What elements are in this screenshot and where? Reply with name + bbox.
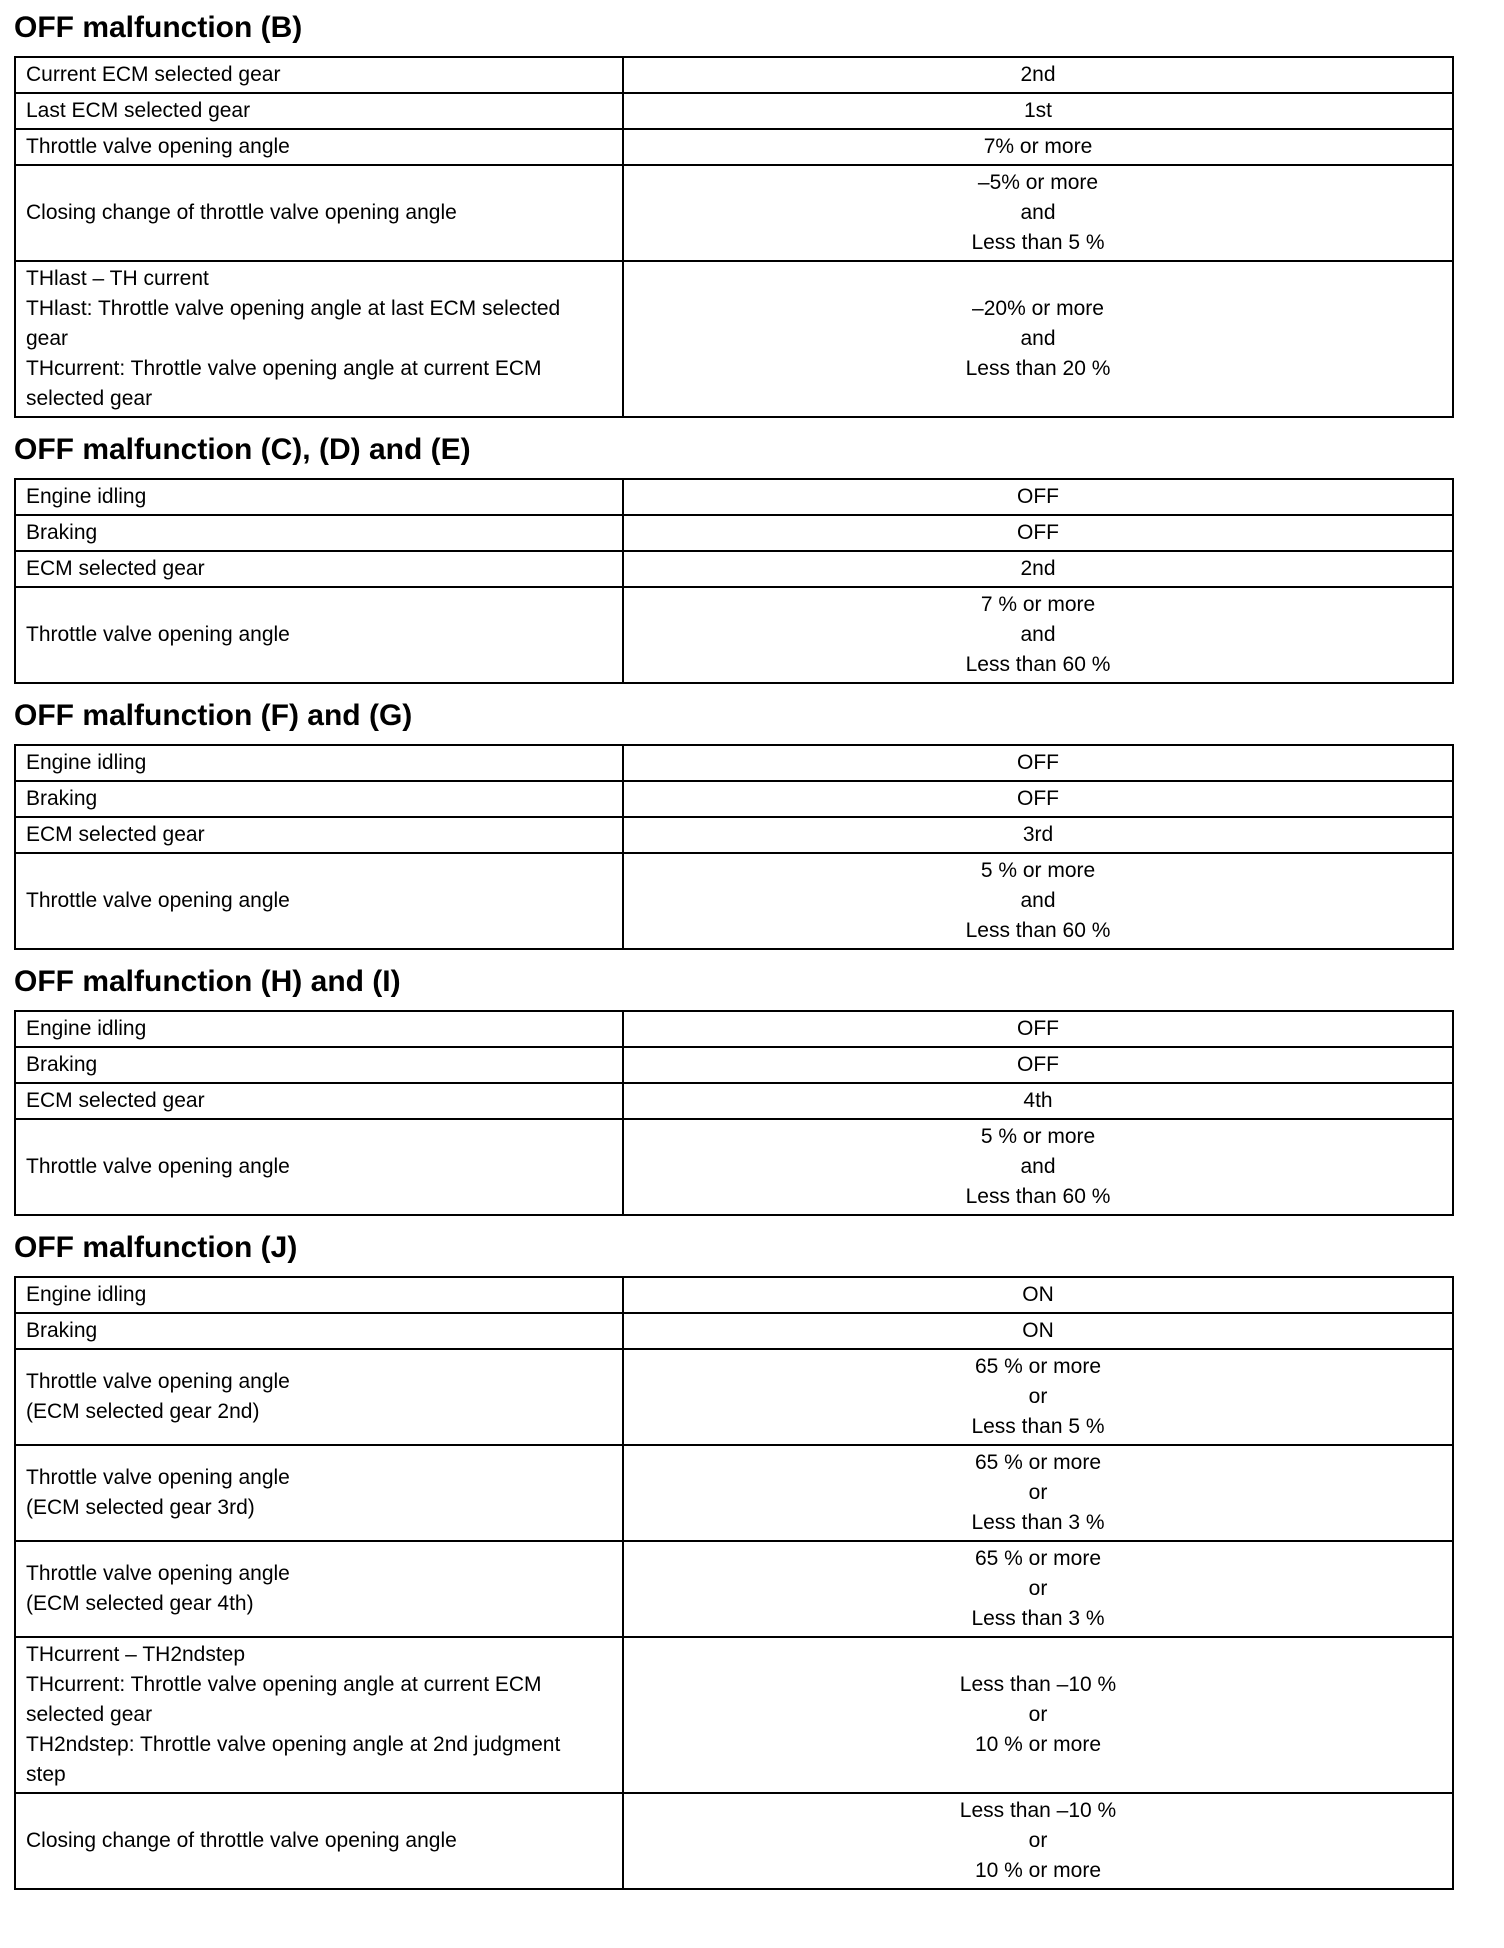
condition-value-cell: [623, 1277, 1453, 1313]
condition-item-cell: [15, 57, 623, 93]
condition-value-line: Less than 60 %: [965, 1185, 1111, 1208]
condition-item-cell: [15, 1313, 623, 1349]
condition-value-line: 10 % or more: [974, 1859, 1102, 1882]
condition-value-cell: [623, 817, 1453, 853]
condition-item-line: Engine idling: [26, 751, 147, 774]
condition-table: [14, 56, 1454, 418]
condition-value-line: or: [1028, 1481, 1048, 1504]
condition-value-cell: [623, 551, 1453, 587]
condition-value-cell: [623, 1541, 1453, 1637]
condition-value-line: Less than 60 %: [965, 653, 1111, 676]
spec-document: [14, 10, 1454, 1904]
condition-value-line: 2nd: [1020, 557, 1056, 580]
condition-value-line: OFF: [1017, 521, 1059, 544]
condition-value-cell: [623, 1313, 1453, 1349]
condition-value-line: 7 % or more: [980, 593, 1096, 616]
condition-item-cell: [15, 1083, 623, 1119]
condition-item-line: Braking: [26, 1319, 98, 1342]
condition-item-line: (ECM selected gear 2nd): [26, 1400, 260, 1423]
condition-value-line: and: [1020, 1155, 1056, 1178]
condition-item-cell: [15, 1445, 623, 1541]
condition-item-line: Throttle valve opening angle: [26, 1370, 290, 1393]
condition-item-line: ECM selected gear: [26, 823, 205, 846]
condition-value-line: ON: [1022, 1319, 1054, 1342]
condition-item-line: (ECM selected gear 3rd): [26, 1496, 255, 1519]
condition-value-line: ON: [1022, 1283, 1054, 1306]
condition-value-line: 65 % or more: [974, 1451, 1102, 1474]
table-row: [15, 1637, 1453, 1793]
condition-item-cell: [15, 515, 623, 551]
condition-value-cell: [623, 587, 1453, 683]
condition-item-line: Engine idling: [26, 1283, 147, 1306]
condition-value-line: Less than 5 %: [971, 1415, 1105, 1438]
condition-item-line: Throttle valve opening angle: [26, 135, 290, 158]
condition-value-cell: [623, 1349, 1453, 1445]
table-row: [15, 1277, 1453, 1313]
condition-value-cell: [623, 1637, 1453, 1793]
condition-item-cell: [15, 479, 623, 515]
condition-value-cell: [623, 745, 1453, 781]
condition-value-line: 5 % or more: [980, 1125, 1096, 1148]
condition-value-line: Less than 3 %: [971, 1511, 1105, 1534]
condition-value-line: and: [1020, 889, 1056, 912]
table-row: [15, 551, 1453, 587]
table-row: [15, 165, 1453, 261]
condition-value-cell: [623, 1083, 1453, 1119]
table-row: [15, 781, 1453, 817]
condition-value-cell: [623, 93, 1453, 129]
condition-value-line: 1st: [1023, 99, 1052, 122]
condition-item-line: Last ECM selected gear: [26, 99, 251, 122]
condition-item-line: Closing change of throttle valve opening angle: [26, 1829, 457, 1852]
condition-item-line: selected gear: [26, 1703, 153, 1726]
condition-item-cell: [15, 1541, 623, 1637]
condition-item-line: Throttle valve opening angle: [26, 623, 290, 646]
table-row: [15, 1011, 1453, 1047]
condition-item-line: Throttle valve opening angle: [26, 1466, 290, 1489]
table-row: [15, 587, 1453, 683]
condition-item-line: THcurrent: Throttle valve opening angle at current ECM: [26, 357, 542, 380]
table-row: [15, 1445, 1453, 1541]
condition-value-line: 7% or more: [983, 135, 1093, 158]
condition-table: [14, 744, 1454, 950]
condition-value-cell: [623, 261, 1453, 417]
condition-item-cell: [15, 817, 623, 853]
condition-value-line: OFF: [1017, 485, 1059, 508]
condition-item-line: Engine idling: [26, 485, 147, 508]
condition-table: [14, 1010, 1454, 1216]
condition-value-cell: [623, 781, 1453, 817]
condition-value-line: –20% or more: [972, 297, 1104, 320]
condition-value-cell: [623, 57, 1453, 93]
condition-item-line: THcurrent: Throttle valve opening angle at current ECM: [26, 1673, 542, 1696]
condition-value-line: 2nd: [1020, 63, 1056, 86]
table-row: [15, 261, 1453, 417]
condition-value-line: 5 % or more: [980, 859, 1096, 882]
condition-value-cell: [623, 129, 1453, 165]
condition-item-line: selected gear: [26, 387, 153, 410]
condition-value-line: Less than 20 %: [965, 357, 1111, 380]
section-title: OFF malfunction (C), (D) and (E): [14, 433, 471, 466]
condition-value-line: OFF: [1017, 1017, 1059, 1040]
condition-item-line: Braking: [26, 787, 98, 810]
condition-item-line: TH2ndstep: Throttle valve opening angle at 2nd judgment: [26, 1733, 561, 1756]
table-row: [15, 1541, 1453, 1637]
section-title: OFF malfunction (J): [14, 1231, 298, 1264]
condition-item-line: THlast: Throttle valve opening angle at last ECM selected: [26, 297, 561, 320]
table-row: [15, 1119, 1453, 1215]
table-row: [15, 57, 1453, 93]
condition-item-cell: [15, 129, 623, 165]
condition-value-line: –5% or more: [977, 171, 1099, 194]
table-row: [15, 853, 1453, 949]
condition-value-cell: [623, 1047, 1453, 1083]
condition-value-cell: [623, 1793, 1453, 1889]
condition-item-cell: [15, 1637, 623, 1793]
condition-item-line: Braking: [26, 521, 98, 544]
condition-value-cell: [623, 165, 1453, 261]
condition-item-line: Engine idling: [26, 1017, 147, 1040]
condition-value-line: 4th: [1023, 1089, 1053, 1112]
condition-item-cell: [15, 1277, 623, 1313]
condition-item-cell: [15, 853, 623, 949]
condition-item-line: (ECM selected gear 4th): [26, 1592, 254, 1615]
condition-table: [14, 478, 1454, 684]
condition-item-line: THcurrent – TH2ndstep: [26, 1643, 246, 1666]
condition-item-cell: [15, 1011, 623, 1047]
condition-item-cell: [15, 745, 623, 781]
condition-item-cell: [15, 1793, 623, 1889]
condition-value-line: 65 % or more: [974, 1355, 1102, 1378]
condition-value-line: and: [1020, 327, 1056, 350]
condition-value-line: and: [1020, 623, 1056, 646]
condition-value-line: or: [1028, 1829, 1048, 1852]
condition-value-cell: [623, 1445, 1453, 1541]
condition-value-line: Less than –10 %: [959, 1673, 1117, 1696]
condition-value-line: or: [1028, 1577, 1048, 1600]
condition-item-line: ECM selected gear: [26, 1089, 205, 1112]
table-row: [15, 1793, 1453, 1889]
condition-item-cell: [15, 1119, 623, 1215]
condition-item-cell: [15, 165, 623, 261]
condition-value-cell: [623, 479, 1453, 515]
condition-item-line: Throttle valve opening angle: [26, 889, 290, 912]
condition-item-line: Braking: [26, 1053, 98, 1076]
table-row: [15, 129, 1453, 165]
condition-value-line: 65 % or more: [974, 1547, 1102, 1570]
condition-value-cell: [623, 853, 1453, 949]
condition-value-cell: [623, 1011, 1453, 1047]
condition-item-cell: [15, 1349, 623, 1445]
condition-item-cell: [15, 781, 623, 817]
condition-item-cell: [15, 261, 623, 417]
condition-value-line: or: [1028, 1385, 1048, 1408]
condition-table: [14, 1276, 1454, 1890]
table-row: [15, 479, 1453, 515]
condition-value-line: OFF: [1017, 1053, 1059, 1076]
condition-item-line: Closing change of throttle valve opening angle: [26, 201, 457, 224]
condition-value-cell: [623, 515, 1453, 551]
condition-value-cell: [623, 1119, 1453, 1215]
section-title: OFF malfunction (F) and (G): [14, 699, 413, 732]
condition-value-line: Less than 60 %: [965, 919, 1111, 942]
table-row: [15, 1047, 1453, 1083]
condition-item-line: Throttle valve opening angle: [26, 1562, 290, 1585]
condition-item-line: ECM selected gear: [26, 557, 205, 580]
table-row: [15, 817, 1453, 853]
condition-value-line: OFF: [1017, 787, 1059, 810]
condition-value-line: 10 % or more: [974, 1733, 1102, 1756]
table-row: [15, 93, 1453, 129]
table-row: [15, 745, 1453, 781]
condition-item-cell: [15, 1047, 623, 1083]
condition-value-line: OFF: [1017, 751, 1059, 774]
condition-item-line: THlast – TH current: [26, 267, 209, 290]
condition-item-cell: [15, 93, 623, 129]
table-row: [15, 1313, 1453, 1349]
condition-item-cell: [15, 587, 623, 683]
section-title: OFF malfunction (B): [14, 11, 303, 44]
table-row: [15, 1349, 1453, 1445]
condition-value-line: 3rd: [1022, 823, 1054, 846]
condition-item-line: Throttle valve opening angle: [26, 1155, 290, 1178]
condition-item-line: gear: [26, 327, 69, 350]
condition-value-line: and: [1020, 201, 1056, 224]
condition-item-cell: [15, 551, 623, 587]
condition-value-line: Less than 3 %: [971, 1607, 1105, 1630]
condition-value-line: Less than 5 %: [971, 231, 1105, 254]
condition-item-line: step: [26, 1763, 66, 1786]
condition-value-line: Less than –10 %: [959, 1799, 1117, 1822]
table-row: [15, 1083, 1453, 1119]
condition-item-line: Current ECM selected gear: [26, 63, 281, 86]
condition-value-line: or: [1028, 1703, 1048, 1726]
table-row: [15, 515, 1453, 551]
section-title: OFF malfunction (H) and (I): [14, 965, 401, 998]
